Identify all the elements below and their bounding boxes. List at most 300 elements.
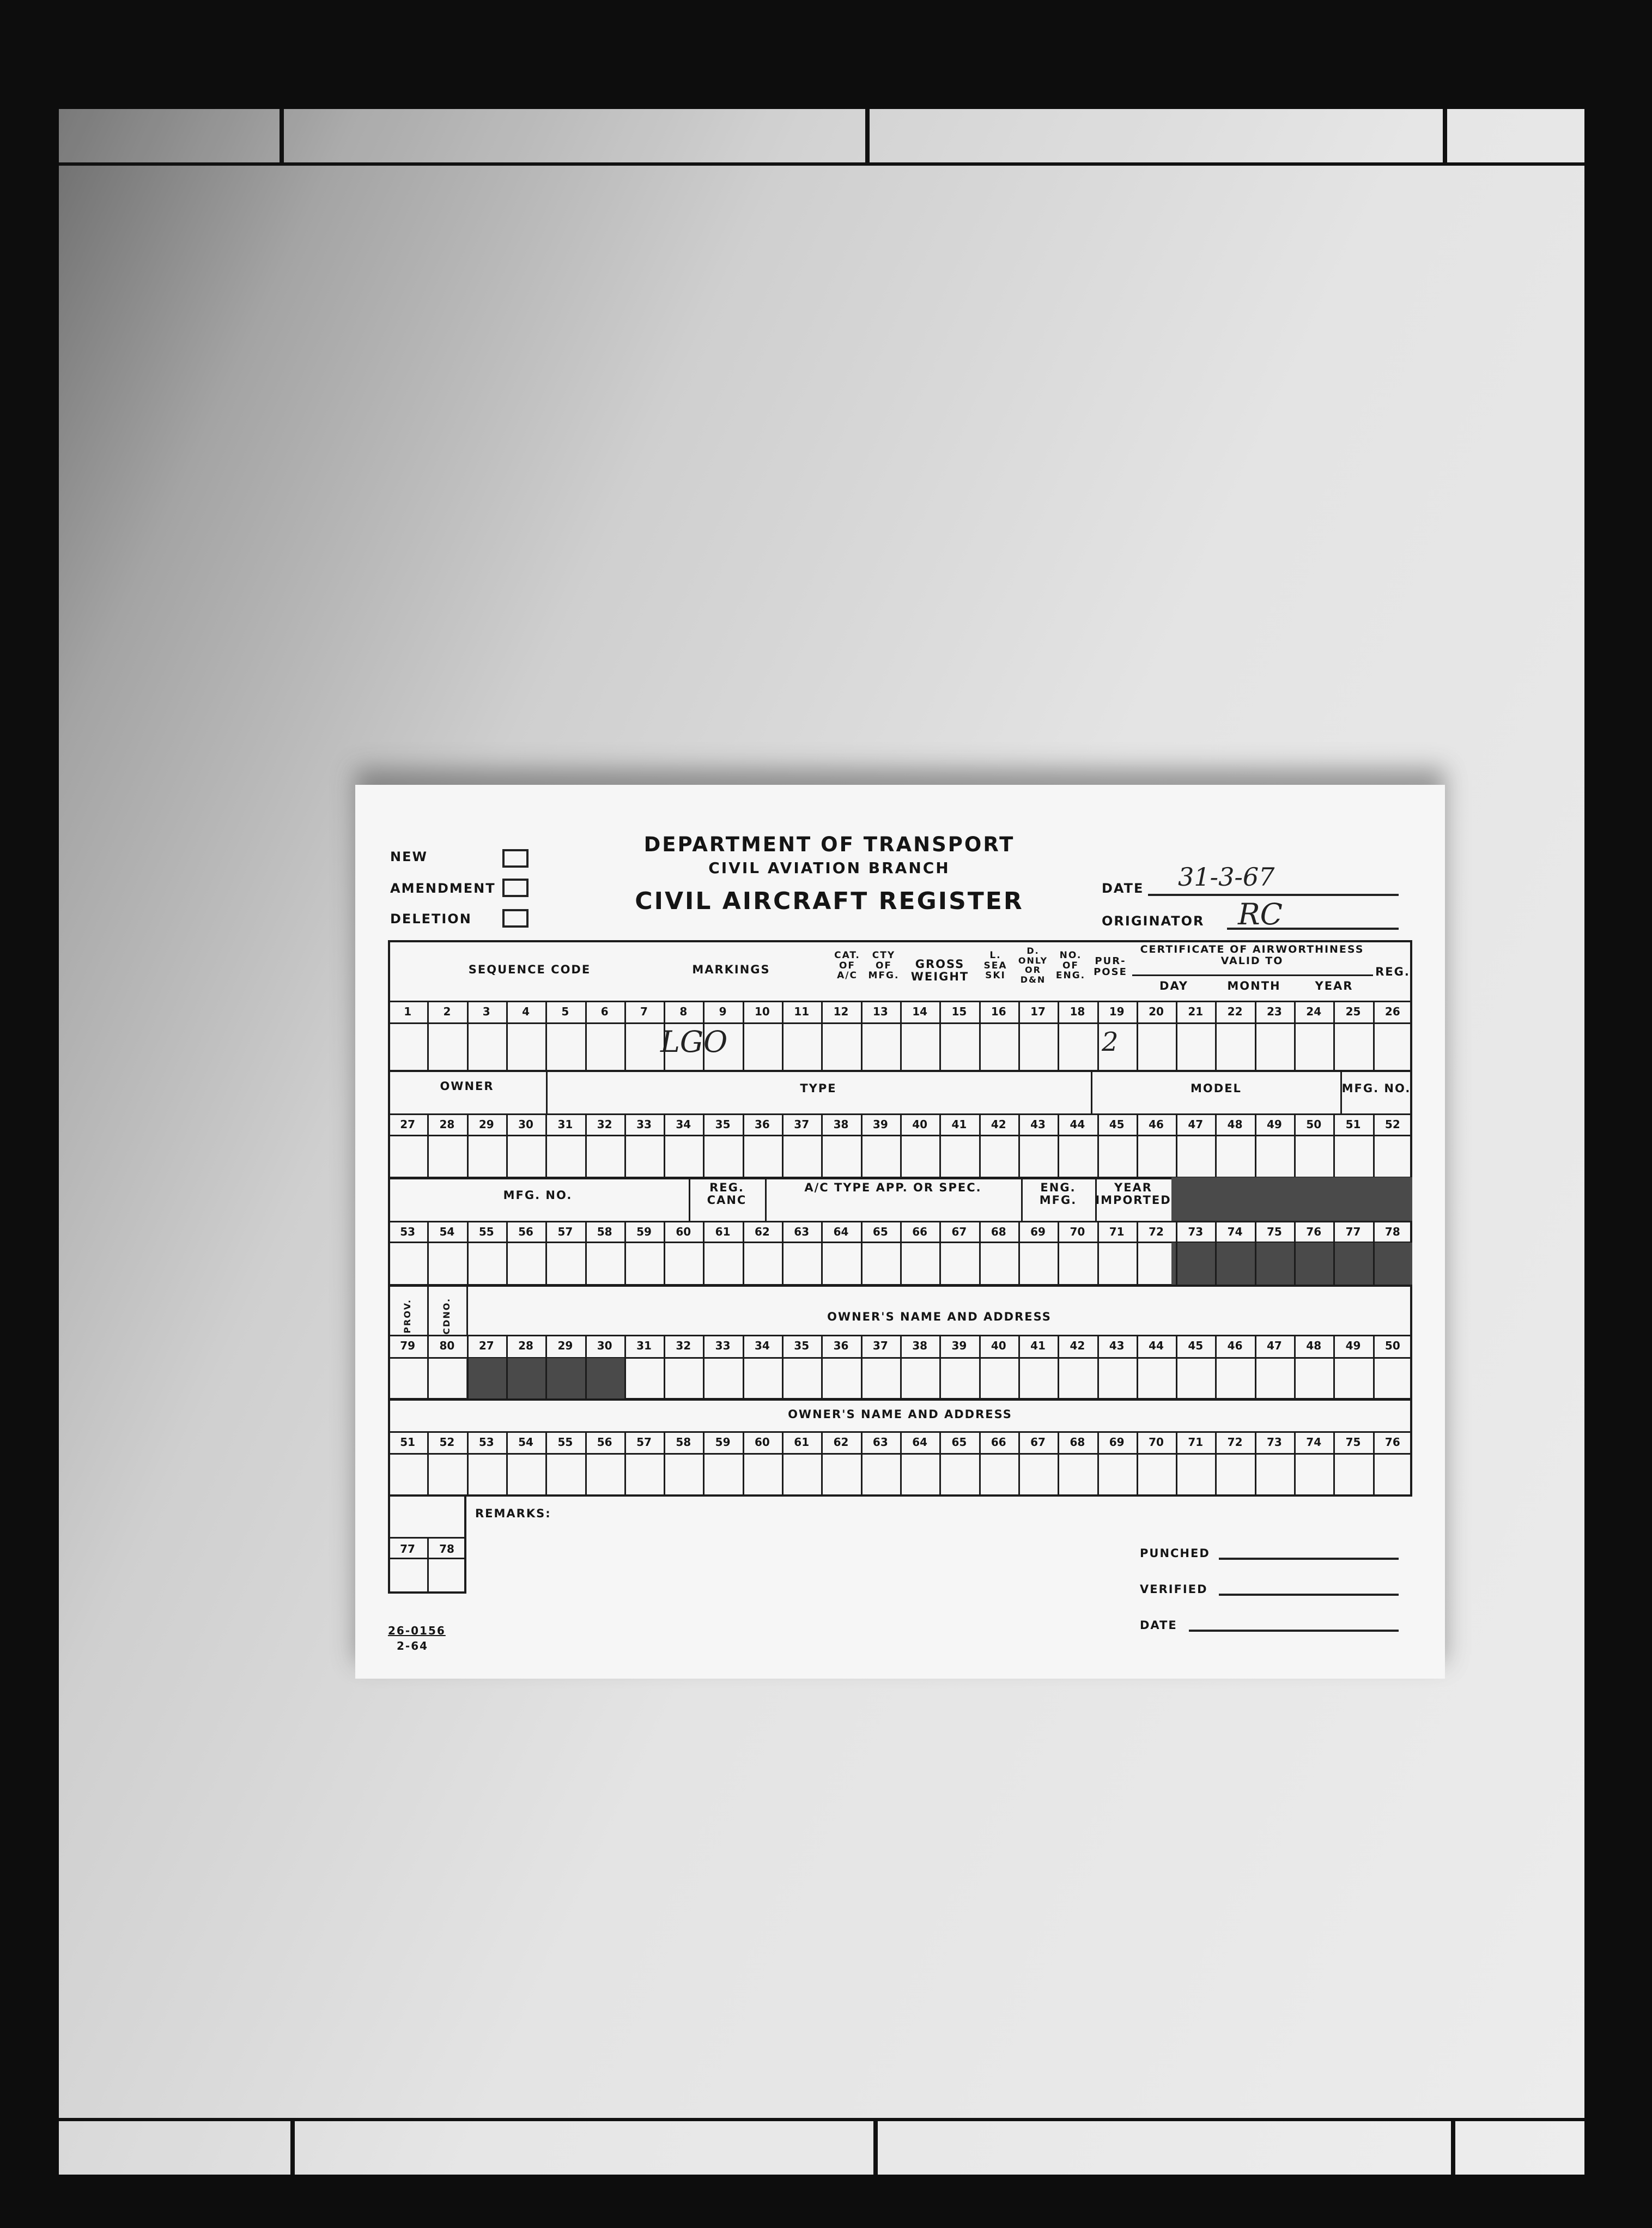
cell-number: 20: [1149, 1005, 1164, 1018]
entry-cell[interactable]: [939, 1135, 979, 1177]
cell-number: 21: [1188, 1005, 1204, 1018]
cell-number: 25: [1345, 1005, 1361, 1018]
entry-cell[interactable]: [467, 1242, 506, 1285]
entry-cell[interactable]: [664, 1453, 703, 1494]
cell-number: 43: [1109, 1339, 1125, 1352]
entry-cell[interactable]: [703, 1242, 742, 1285]
register-card: [355, 785, 1445, 1679]
form-number: 26-0156: [388, 1624, 446, 1637]
entry-cell[interactable]: [506, 1453, 545, 1494]
cell-number: 60: [676, 1225, 691, 1238]
entry-cell[interactable]: [1373, 1242, 1412, 1285]
entry-cell[interactable]: [743, 1242, 782, 1285]
strip-divider: [1443, 109, 1447, 162]
entry-cell[interactable]: [1018, 1135, 1058, 1177]
entry-cell[interactable]: [861, 1357, 900, 1398]
verified-line[interactable]: [1219, 1594, 1399, 1596]
entry-cell[interactable]: [1255, 1453, 1294, 1494]
cell-number: 64: [912, 1436, 928, 1449]
entry-cell[interactable]: [664, 1135, 703, 1177]
entry-cell[interactable]: [427, 1022, 466, 1070]
cell-number: 37: [794, 1118, 810, 1131]
entry-cell[interactable]: [861, 1022, 900, 1070]
cell-number: 57: [557, 1225, 573, 1238]
cell-number: 74: [1306, 1436, 1322, 1449]
entry-cell[interactable]: [900, 1453, 939, 1494]
entry-cell[interactable]: [1058, 1357, 1097, 1398]
cell-number: 54: [518, 1436, 533, 1449]
cell-number: 55: [478, 1225, 494, 1238]
entry-cell[interactable]: [1333, 1022, 1372, 1070]
entry-cell[interactable]: [939, 1022, 979, 1070]
entry-cell[interactable]: [1333, 1357, 1372, 1398]
cell-number: 42: [991, 1118, 1006, 1131]
cell-number: 50: [1384, 1339, 1400, 1352]
entry-cell[interactable]: [703, 1022, 742, 1070]
entry-cell[interactable]: [624, 1135, 664, 1177]
entry-cell[interactable]: [782, 1135, 821, 1177]
entry-cell[interactable]: [1294, 1242, 1333, 1285]
cell-number: 69: [1030, 1225, 1046, 1238]
entry-cell[interactable]: [467, 1357, 506, 1398]
entry-cell[interactable]: [900, 1357, 939, 1398]
entry-cell[interactable]: [545, 1242, 585, 1285]
entry-cell[interactable]: [624, 1242, 664, 1285]
cell-number: 74: [1227, 1225, 1243, 1238]
strip-divider: [1451, 2121, 1455, 2175]
cell-number: 41: [1030, 1339, 1046, 1352]
entry-cell[interactable]: [1018, 1357, 1058, 1398]
entry-cell[interactable]: [743, 1135, 782, 1177]
bottom-strip: [59, 2118, 1584, 2175]
deletion-label: DELETION: [390, 911, 472, 927]
entry-cell[interactable]: [939, 1242, 979, 1285]
entry-cell[interactable]: [1058, 1453, 1097, 1494]
cell-number: 60: [754, 1436, 770, 1449]
entry-cell[interactable]: [782, 1242, 821, 1285]
cell-number: 44: [1070, 1118, 1085, 1131]
cell-number: 27: [400, 1118, 416, 1131]
cell-number: 44: [1149, 1339, 1164, 1352]
new-label: NEW: [390, 849, 428, 864]
cell-number: 36: [754, 1118, 770, 1131]
cell-number: 75: [1345, 1436, 1361, 1449]
cell-number: 49: [1266, 1118, 1282, 1131]
cell-number: 27: [478, 1339, 494, 1352]
entry-cell[interactable]: [1215, 1357, 1254, 1398]
entry-cell[interactable]: [467, 1453, 506, 1494]
cdno-header: CDNO.: [441, 1297, 452, 1335]
entry-cell[interactable]: [1373, 1357, 1412, 1398]
entry-cell[interactable]: [545, 1135, 585, 1177]
cell-number: 14: [912, 1005, 928, 1018]
cell-number: 41: [951, 1118, 967, 1131]
cell-number: 59: [715, 1436, 731, 1449]
entry-cell[interactable]: [1137, 1242, 1176, 1285]
day-header: DAY: [1159, 979, 1188, 992]
cell-number: 77: [1345, 1225, 1361, 1238]
cell-number: 16: [991, 1005, 1006, 1018]
entry-cell[interactable]: [743, 1022, 782, 1070]
cell-number: 59: [636, 1225, 652, 1238]
originator-value[interactable]: RC: [1238, 897, 1283, 931]
cell-number: 7: [640, 1005, 648, 1018]
entry-cell[interactable]: [1018, 1022, 1058, 1070]
entry-cell[interactable]: [939, 1453, 979, 1494]
entry-cell[interactable]: [979, 1022, 1018, 1070]
cell-number: 39: [872, 1118, 888, 1131]
reg-canc-header: REG. CANC: [707, 1181, 747, 1207]
cell-number: 2: [443, 1005, 451, 1018]
entry-cell[interactable]: [388, 1242, 427, 1285]
cell-number: 36: [833, 1339, 849, 1352]
strip-divider: [290, 2121, 295, 2175]
cell-number: 47: [1188, 1118, 1204, 1131]
punched-line[interactable]: [1219, 1558, 1399, 1560]
entry-cell[interactable]: [821, 1453, 860, 1494]
prov-header: PROV.: [402, 1298, 413, 1334]
cell-number: 73: [1266, 1436, 1282, 1449]
film-sheet: [59, 109, 1584, 2175]
entry-cell[interactable]: [506, 1135, 545, 1177]
entry-cell[interactable]: [388, 1357, 427, 1398]
new-checkbox[interactable]: [502, 849, 529, 868]
date-line: [1148, 894, 1399, 896]
branch-title: CIVIL AVIATION BRANCH: [708, 859, 950, 877]
entry-cell[interactable]: [1294, 1135, 1333, 1177]
shaded-area: [1171, 1177, 1412, 1221]
cell-number: 34: [754, 1339, 770, 1352]
verified-label: VERIFIED: [1140, 1583, 1208, 1596]
date-label: DATE: [1102, 881, 1144, 896]
entry-cell[interactable]: [782, 1022, 821, 1070]
entry-cell[interactable]: [467, 1022, 506, 1070]
strip-divider: [280, 109, 284, 162]
entry-cell[interactable]: [743, 1357, 782, 1398]
mfg-no-header: MFG. NO.: [1341, 1082, 1411, 1095]
entry-cell[interactable]: [821, 1135, 860, 1177]
year-header: YEAR: [1315, 979, 1353, 992]
entry-cell[interactable]: [545, 1453, 585, 1494]
cell-number: 34: [676, 1118, 691, 1131]
entry-cell[interactable]: [506, 1242, 545, 1285]
entry-cell[interactable]: [624, 1022, 664, 1070]
model-header: MODEL: [1191, 1082, 1242, 1095]
cell-number: 47: [1266, 1339, 1282, 1352]
amendment-label: AMENDMENT: [390, 881, 496, 896]
cell-number: 77: [400, 1542, 415, 1555]
entry-cell[interactable]: [585, 1135, 624, 1177]
entry-cell[interactable]: [1294, 1022, 1333, 1070]
cell-number: 56: [518, 1225, 533, 1238]
entry-cell[interactable]: [1333, 1135, 1372, 1177]
cell-number: 50: [1306, 1118, 1322, 1131]
register-title: CIVIL AIRCRAFT REGISTER: [635, 887, 1024, 915]
entry-cell[interactable]: [1176, 1357, 1215, 1398]
cell-number: 17: [1030, 1005, 1046, 1018]
cell-number: 67: [951, 1225, 967, 1238]
cell-number: 67: [1030, 1436, 1046, 1449]
cell-number: 22: [1227, 1005, 1243, 1018]
entry-cell[interactable]: [585, 1453, 624, 1494]
entry-cell[interactable]: [821, 1357, 860, 1398]
cell-number: 19: [1109, 1005, 1125, 1018]
cell-number: 65: [951, 1436, 967, 1449]
entry-cell[interactable]: [1176, 1453, 1215, 1494]
cell-number: 61: [794, 1436, 810, 1449]
cell-number: 68: [991, 1225, 1006, 1238]
entry-cell[interactable]: [388, 1135, 427, 1177]
entry-cell[interactable]: [1215, 1135, 1254, 1177]
entry-cell[interactable]: [782, 1453, 821, 1494]
entry-cell[interactable]: [821, 1022, 860, 1070]
cell-number: 29: [557, 1339, 573, 1352]
entry-cell[interactable]: [1255, 1242, 1294, 1285]
cell-number: 58: [597, 1225, 612, 1238]
cell-number: 73: [1188, 1225, 1204, 1238]
entry-cell[interactable]: [979, 1135, 1018, 1177]
entry-cell[interactable]: [1018, 1242, 1058, 1285]
entry-cell[interactable]: [1097, 1357, 1137, 1398]
entry-cell[interactable]: [427, 1453, 466, 1494]
entry-cell[interactable]: [1373, 1135, 1412, 1177]
cell-number: 35: [715, 1118, 731, 1131]
entry-cell[interactable]: [388, 1453, 427, 1494]
cell-number: 45: [1109, 1118, 1125, 1131]
entry-cell[interactable]: [1215, 1242, 1254, 1285]
cell-number: 8: [679, 1005, 688, 1018]
cell-number: 33: [715, 1339, 731, 1352]
entry-cell[interactable]: [664, 1357, 703, 1398]
entry-cell[interactable]: [506, 1022, 545, 1070]
entry-cell[interactable]: [1137, 1022, 1176, 1070]
entry-cell[interactable]: [979, 1242, 1018, 1285]
entry-cell[interactable]: [939, 1357, 979, 1398]
entry-cell[interactable]: [427, 1242, 466, 1285]
entry-cell[interactable]: [900, 1135, 939, 1177]
ac-type-app-header: A/C TYPE APP. OR SPEC.: [804, 1181, 982, 1194]
cell-number: 18: [1070, 1005, 1085, 1018]
cell-number: 46: [1227, 1339, 1243, 1352]
cell-number: 11: [794, 1005, 810, 1018]
sequence-code-header: SEQUENCE CODE: [468, 963, 591, 976]
entry-cell[interactable]: [1176, 1022, 1215, 1070]
cell-number: 52: [439, 1436, 455, 1449]
entry-cell[interactable]: [1255, 1022, 1294, 1070]
cell-number: 32: [597, 1118, 612, 1131]
footer-date-line[interactable]: [1189, 1630, 1399, 1632]
markings-header: MARKINGS: [692, 963, 770, 976]
cell-number: 12: [833, 1005, 849, 1018]
entry-cell[interactable]: [664, 1022, 703, 1070]
entry-cell[interactable]: [467, 1135, 506, 1177]
cell-number: 62: [833, 1436, 849, 1449]
entry-cell[interactable]: [1294, 1453, 1333, 1494]
purpose-entry[interactable]: 2: [1102, 1027, 1119, 1057]
entry-cell[interactable]: [1215, 1453, 1254, 1494]
entry-cell[interactable]: [1137, 1357, 1176, 1398]
cell-number: 51: [1345, 1118, 1361, 1131]
cell-number: 39: [951, 1339, 967, 1352]
entry-cell[interactable]: [624, 1357, 664, 1398]
certificate-header: CERTIFICATE OF AIRWORTHINESS VALID TO: [1140, 943, 1364, 967]
deletion-checkbox[interactable]: [502, 909, 529, 928]
l-sea-ski-header: L. SEA SKI: [983, 950, 1007, 982]
entry-cell[interactable]: [427, 1135, 466, 1177]
cell-number: 68: [1070, 1436, 1085, 1449]
amendment-checkbox[interactable]: [502, 879, 529, 897]
entry-cell[interactable]: [979, 1453, 1018, 1494]
cell-number: 30: [597, 1339, 612, 1352]
cell-number: 76: [1306, 1225, 1322, 1238]
cell-number: 32: [676, 1339, 691, 1352]
cell-number: 71: [1109, 1225, 1125, 1238]
entry-cell[interactable]: [1137, 1453, 1176, 1494]
cell-number: 6: [600, 1005, 609, 1018]
entry-cell[interactable]: [900, 1242, 939, 1285]
entry-cell[interactable]: [1058, 1242, 1097, 1285]
entry-cell[interactable]: [585, 1357, 624, 1398]
cell-number: 24: [1306, 1005, 1322, 1018]
entry-cell[interactable]: [1058, 1022, 1097, 1070]
cell-number: 55: [557, 1436, 573, 1449]
entry-cell[interactable]: [1373, 1022, 1412, 1070]
cell-number: 23: [1266, 1005, 1282, 1018]
gross-weight-header: GROSS WEIGHT: [910, 958, 969, 984]
cell-number: 46: [1149, 1118, 1164, 1131]
cell-number: 31: [636, 1339, 652, 1352]
cell-number: 76: [1384, 1436, 1400, 1449]
entry-cell[interactable]: [861, 1453, 900, 1494]
cell-number: 1: [404, 1005, 412, 1018]
entry-cell[interactable]: [1097, 1453, 1137, 1494]
entry-cell[interactable]: [1294, 1357, 1333, 1398]
entry-cell[interactable]: [388, 1022, 427, 1070]
cell-number: 56: [597, 1436, 612, 1449]
entry-cell[interactable]: [861, 1135, 900, 1177]
cell-number: 26: [1384, 1005, 1400, 1018]
month-header: MONTH: [1227, 979, 1281, 992]
entry-cell[interactable]: [545, 1357, 585, 1398]
cell-number: 52: [1384, 1118, 1400, 1131]
entry-cell[interactable]: [545, 1022, 585, 1070]
cell-number: 28: [518, 1339, 533, 1352]
cell-number: 51: [400, 1436, 416, 1449]
cell-number: 54: [439, 1225, 455, 1238]
form-revision: 2-64: [397, 1639, 429, 1652]
mfg-no-2-header: MFG. NO.: [503, 1189, 573, 1202]
entry-cell[interactable]: [1333, 1453, 1372, 1494]
cell-number: 33: [636, 1118, 652, 1131]
entry-cell[interactable]: [506, 1357, 545, 1398]
entry-cell[interactable]: [743, 1453, 782, 1494]
entry-cell[interactable]: [979, 1357, 1018, 1398]
entry-cell[interactable]: [585, 1022, 624, 1070]
cell-number: 3: [482, 1005, 490, 1018]
cell-number: 69: [1109, 1436, 1125, 1449]
strip-divider: [865, 109, 870, 162]
type-header: TYPE: [800, 1082, 837, 1095]
entry-cell[interactable]: [1097, 1242, 1137, 1285]
cell-number: 64: [833, 1225, 849, 1238]
cell-number: 37: [872, 1339, 888, 1352]
entry-cell[interactable]: [427, 1357, 466, 1398]
cell-number: 78: [439, 1542, 454, 1555]
date-value[interactable]: 31-3-67: [1178, 862, 1275, 892]
entry-cell[interactable]: [861, 1242, 900, 1285]
markings-entry[interactable]: LGO: [660, 1025, 728, 1059]
cell-number: 63: [794, 1225, 810, 1238]
cell-number: 38: [912, 1339, 928, 1352]
cell-number: 62: [754, 1225, 770, 1238]
entry-cell[interactable]: [1373, 1453, 1412, 1494]
cell-number: 40: [912, 1118, 928, 1131]
department-title: DEPARTMENT OF TRANSPORT: [643, 833, 1015, 856]
cell-number: 5: [561, 1005, 569, 1018]
entry-cell[interactable]: [585, 1242, 624, 1285]
cell-number: 43: [1030, 1118, 1046, 1131]
entry-cell[interactable]: [900, 1022, 939, 1070]
entry-cell[interactable]: [1018, 1453, 1058, 1494]
cell-number: 40: [991, 1339, 1006, 1352]
entry-cell[interactable]: [1097, 1022, 1137, 1070]
owners-name-header-2: OWNER'S NAME AND ADDRESS: [788, 1408, 1012, 1421]
entry-cell[interactable]: [1215, 1022, 1254, 1070]
entry-cell[interactable]: [1255, 1357, 1294, 1398]
d-only-header: D. ONLY OR D&N: [1018, 946, 1048, 985]
cat-header: CAT. OF A/C: [834, 950, 860, 982]
cell-number: 80: [439, 1339, 455, 1352]
cell-number: 61: [715, 1225, 731, 1238]
entry-cell[interactable]: [624, 1453, 664, 1494]
cell-number: 29: [478, 1118, 494, 1131]
entry-cell[interactable]: [1058, 1135, 1097, 1177]
cell-number: 4: [522, 1005, 530, 1018]
cell-number: 75: [1266, 1225, 1282, 1238]
purpose-header: PUR- POSE: [1094, 955, 1127, 978]
entry-cell[interactable]: [821, 1242, 860, 1285]
cell-number: 57: [636, 1436, 652, 1449]
cty-header: CTY OF MFG.: [868, 950, 900, 982]
cell-number: 79: [400, 1339, 416, 1352]
cell-number: 78: [1384, 1225, 1400, 1238]
entry-cell[interactable]: [782, 1357, 821, 1398]
entry-cell[interactable]: [703, 1453, 742, 1494]
entry-cell[interactable]: [664, 1242, 703, 1285]
entry-cell[interactable]: [1333, 1242, 1372, 1285]
entry-cell[interactable]: [1137, 1135, 1176, 1177]
cell-number: 30: [518, 1118, 533, 1131]
cell-number: 66: [912, 1225, 928, 1238]
cell-number: 28: [439, 1118, 455, 1131]
cell-number: 70: [1070, 1225, 1085, 1238]
owners-name-header-1: OWNER'S NAME AND ADDRESS: [827, 1310, 1052, 1323]
cell-number: 35: [794, 1339, 810, 1352]
punched-label: PUNCHED: [1140, 1547, 1210, 1560]
cell-number: 53: [400, 1225, 416, 1238]
entry-cell[interactable]: [703, 1357, 742, 1398]
entry-cell[interactable]: [1176, 1135, 1215, 1177]
entry-cell[interactable]: [1097, 1135, 1137, 1177]
entry-cell[interactable]: [703, 1135, 742, 1177]
cell-number: 70: [1149, 1436, 1164, 1449]
cell-number: 72: [1227, 1436, 1243, 1449]
entry-cell[interactable]: [1176, 1242, 1215, 1285]
entry-cell[interactable]: [1255, 1135, 1294, 1177]
cell-number: 45: [1188, 1339, 1204, 1352]
eng-mfg-header: ENG. MFG.: [1039, 1181, 1077, 1207]
cell-number: 53: [478, 1436, 494, 1449]
